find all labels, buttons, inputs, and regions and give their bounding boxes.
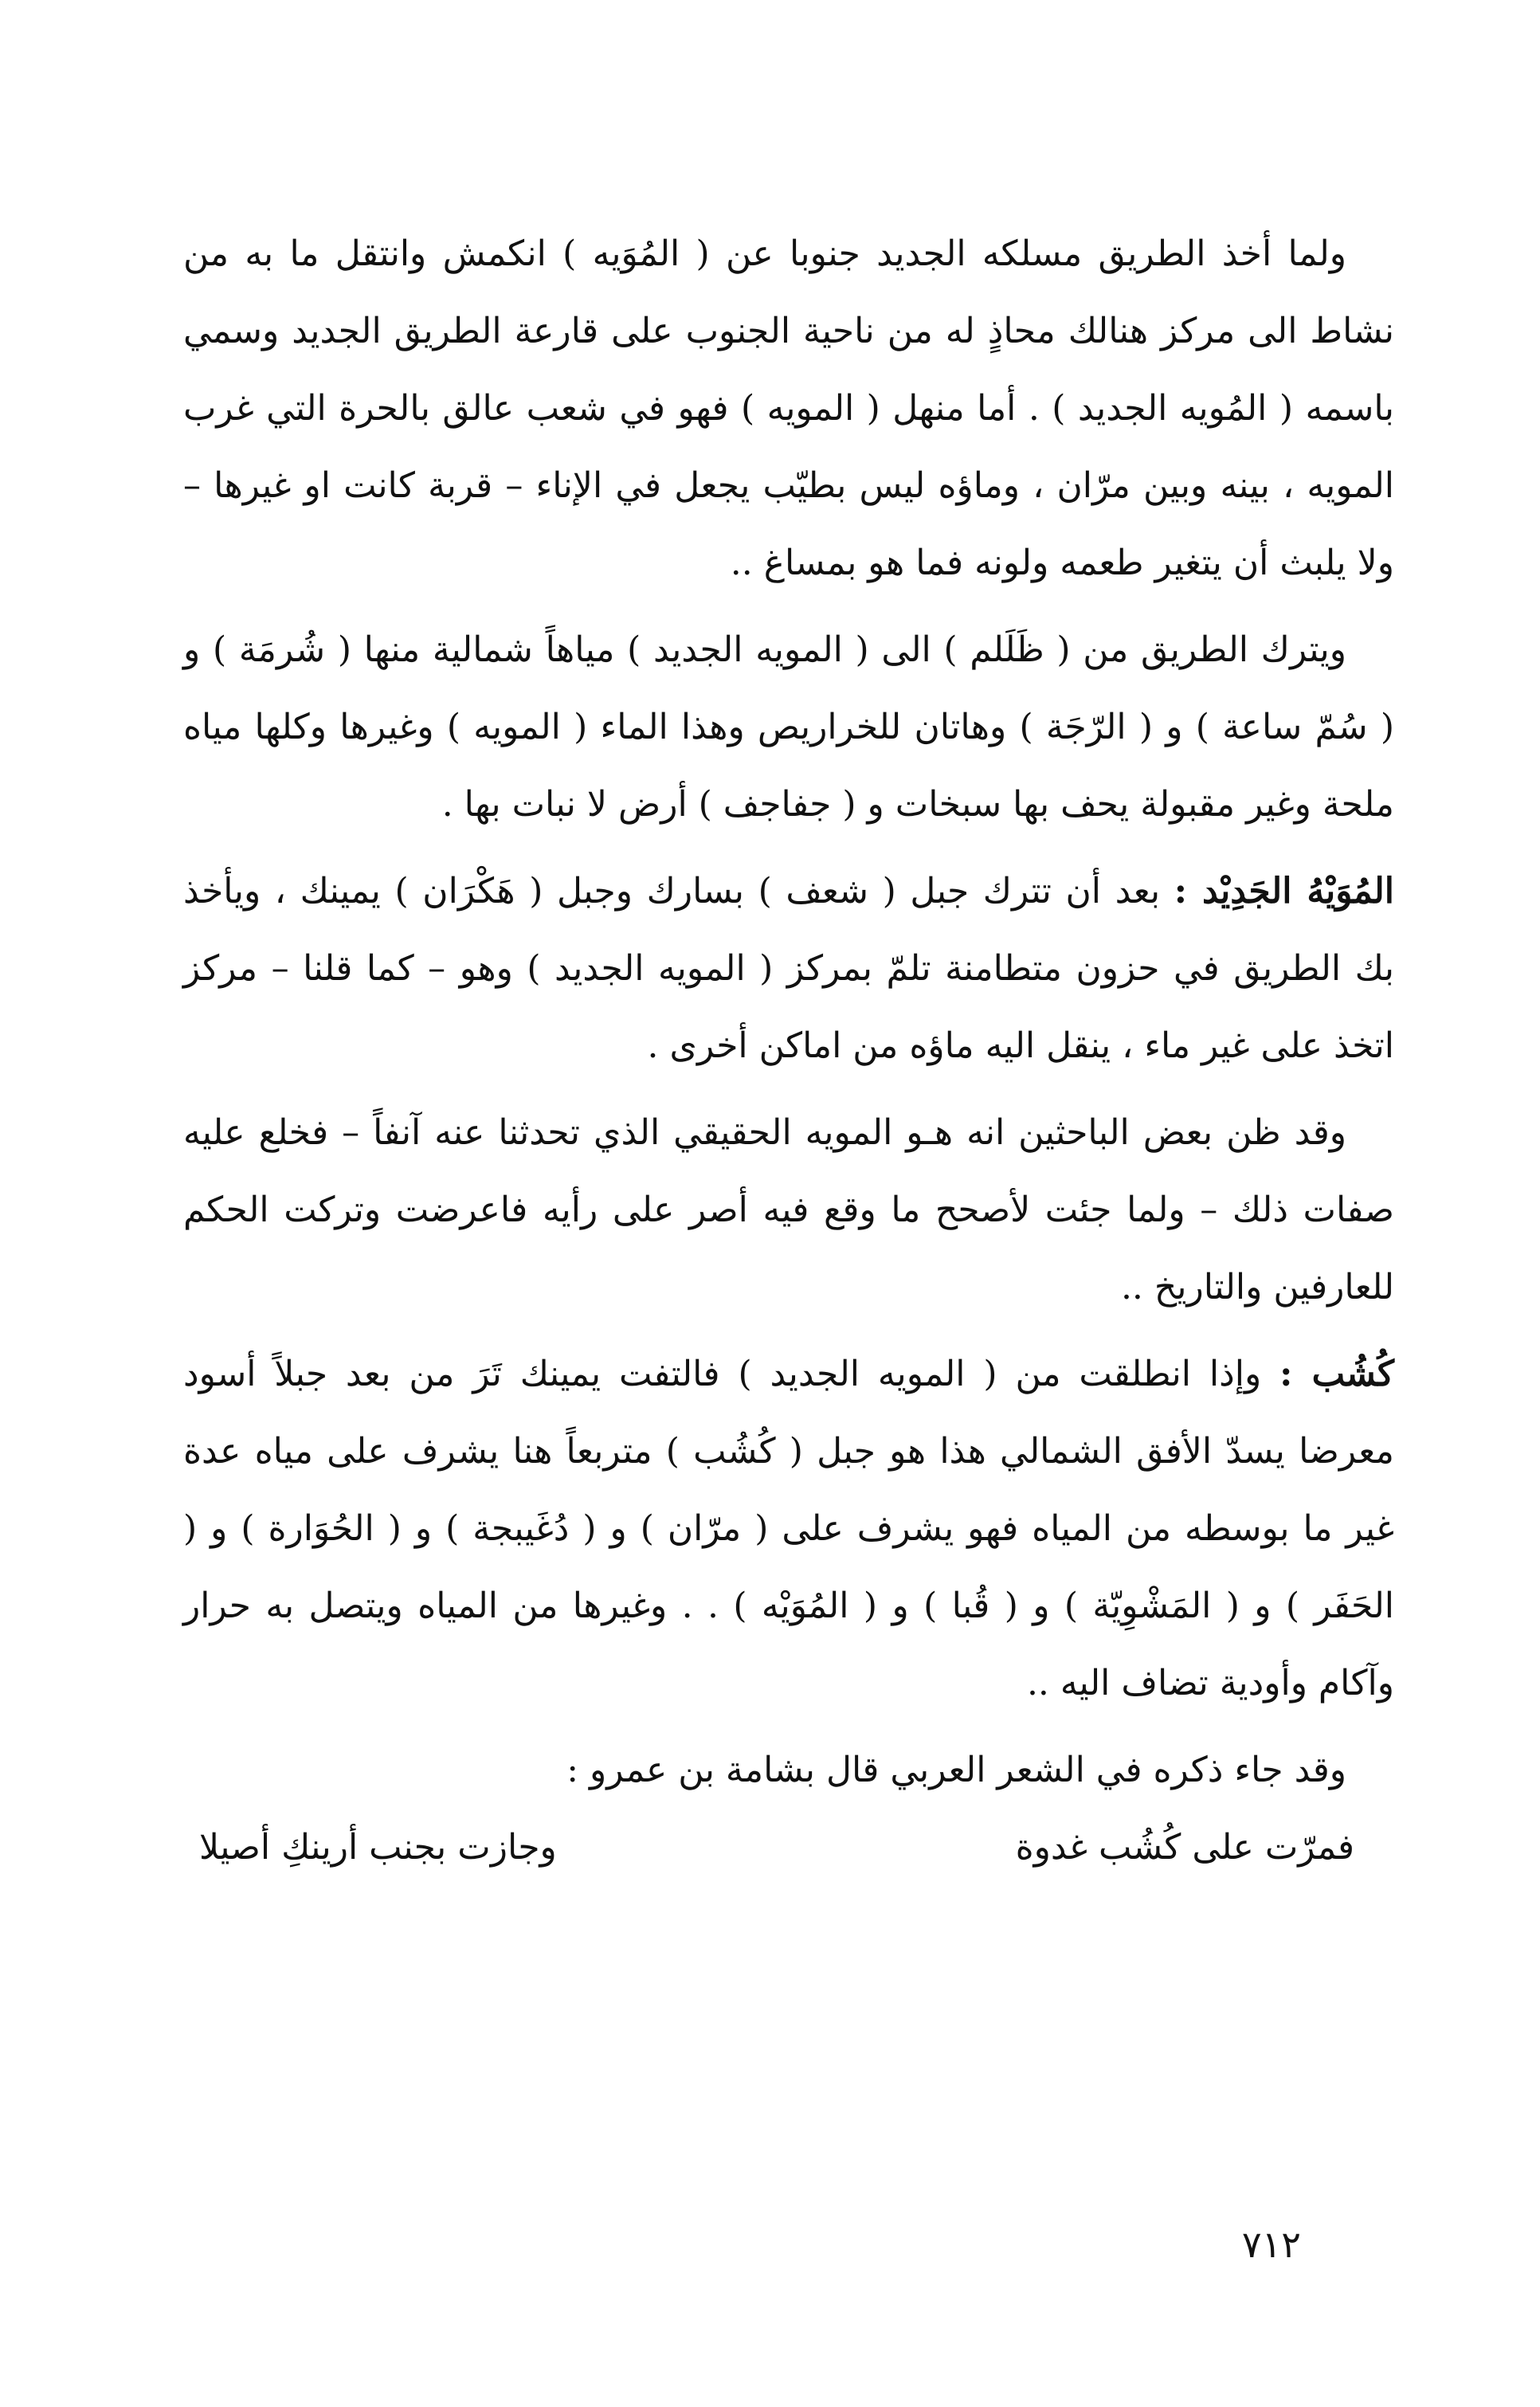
poem-intro: وقد جاء ذكره في الشعر العربي قال بشامة بن عمرو : <box>566 1750 1346 1790</box>
verse-second-hemistich: وجازت بجنب أرينكِ أصيلا <box>199 1827 557 1868</box>
paragraph-1-text: ولما أخذ الطريق مسلكه الجديد جنوبا عن ( المُوَيه ) انكمش وانتقل ما به من نشاط الى مركز هنالك محاذٍ له من ناحية الجنوب على قارعة الطريق الجديد وسمي باسمه ( المُويه الجديد ) . أما منهل ( المويه ) فهو في شعب عالق بالحرة التي غرب المويه ، بينه وبين مرّان ، وماؤه ليس بطيّب يجعل في الإناء – قربة كانت او غيرها – ولا يلبث أن يتغير طعمه ولونه فما هو بمساغ .. <box>183 233 1394 583</box>
paragraph-5-text: وإذا انطلقت من ( المويه الجديد ) فالتفت يمينك تَرَ من بعد جبلاً أسود معرضا يسدّ الأفق الشمالي هذا هو جبل ( كُشُب ) متربعاً هنا يشرف على مياه عدة غير ما بوسطه من المياه فهو يشرف على ( مرّان ) و ( دُغَيبجة ) و ( الحُوَارة ) و ( الحَفَر ) و ( المَشْوِيّة ) و ( قُبا ) و ( المُوَيْه ) . . وغيرها من المياه ويتصل به حرار وآكام وأودية تضاف اليه .. <box>183 1354 1394 1703</box>
paragraph-4-text: وقد ظن بعض الباحثين انه هـو المويه الحقيقي الذي تحدثنا عنه آنفاً – فخلع عليه صفات ذلك – ولما جئت لأصحح ما وقع فيه أصر على رأيه فاعرضت وتركت الحكم للعارفين والتاريخ .. <box>183 1112 1394 1307</box>
page-body <box>183 215 1394 1886</box>
poem-verse <box>183 1809 1394 1886</box>
paragraph-3-text: بعد أن تترك جبل ( شعف ) بسارك وجبل ( هَكْرَان ) يمينك ، ويأخذ بك الطريق في حزون متطامنة تلمّ بمركز ( المويه الجديد ) وهو – كما قلنا – مركز اتخذ على غير ماء ، ينقل اليه ماؤه من اماكن أخرى . <box>183 871 1394 1066</box>
verse-first-hemistich: فمرّت على كُشُب غدوة <box>1015 1827 1354 1868</box>
paragraph-5 <box>183 1335 1394 1722</box>
paragraph-3 <box>183 853 1394 1084</box>
section-heading-kushub: كُشُب : <box>1279 1354 1394 1394</box>
paragraph-4 <box>183 1094 1394 1326</box>
paragraph-2 <box>183 611 1394 843</box>
paragraph-1 <box>183 215 1394 602</box>
section-heading-almuwayh-aljadid: المُوَيْهُ الجَدِيْد : <box>1174 871 1394 911</box>
paragraph-2-text: ويترك الطريق من ( ظَلَلم ) الى ( المويه الجديد ) مياهاً شمالية منها ( شُرمَة ) و ( سُمّ ساعة ) و ( الرّجَة ) وهاتان للخراريص وهذا الماء ( المويه ) وغيرها وكلها مياه ملحة وغير مقبولة يحف بها سبخات و ( جفاجف ) أرض لا نبات بها . <box>183 629 1394 825</box>
page-number: ٧١٢ <box>1241 2223 1301 2266</box>
